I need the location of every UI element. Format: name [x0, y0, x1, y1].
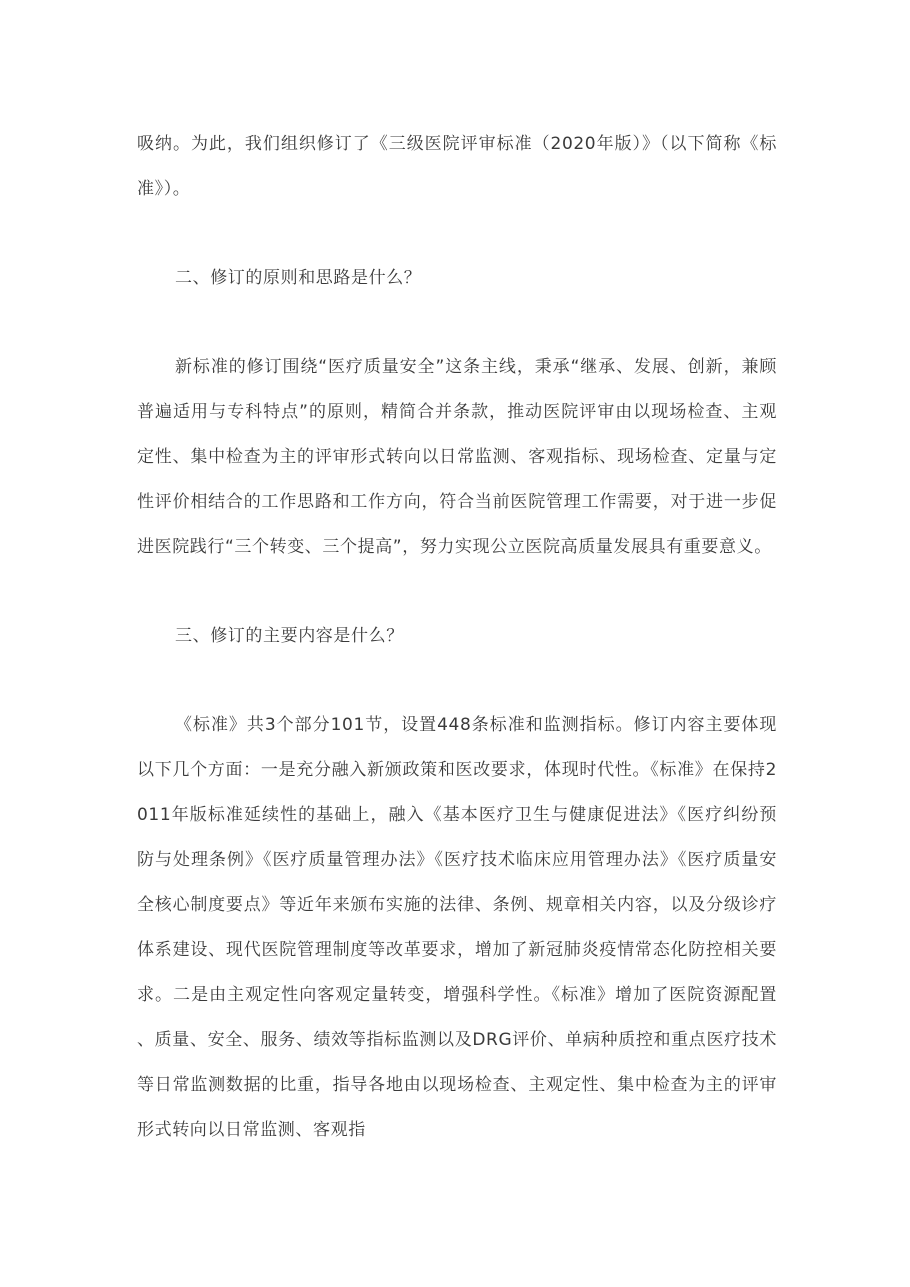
paragraph-gap — [137, 301, 777, 345]
paragraph-intro-continuation: 吸纳。为此，我们组织修订了《三级医院评审标准（2020年版）》（以下简称《标准》）。 — [137, 134, 777, 199]
paragraph-gap — [137, 659, 777, 703]
paragraph-gap — [137, 570, 777, 614]
paragraph-main-content: 《标准》共3个部分101节，设置448条标准和监测指标。修订内容主要体现以下几个方面：一是充分融入新颁政策和医改要求，体现时代性。《标准》在保持2011年版标准延续性的基础上，融入《基本医疗卫生与健康促进法》《医疗纠纷预防与处理条例》《医疗质量管理办法》《医疗技术临床应用管理办法》《医疗质量安全核心制度要点》等近年来颁布实施的法律、条例、规章相关内容，以及分级诊疗体系建设、现代医院管理制度等改革要求，增加了新冠肺炎疫情常态化防控相关要求。二是由主观定性向客观定量转变，增强科学性。《标准》增加了医院资源配置、质量、安全、服务、绩效等指标监测以及DRG评价、单病种质控和重点医疗技术等日常监测数据的比重，指导各地由以现场检查、主观定性、集中检查为主的评审形式转向以日常监测、客观指 — [137, 715, 777, 1140]
document-body — [137, 122, 777, 1153]
paragraph-principles: 新标准的修订围绕“医疗质量安全”这条主线，秉承“继承、发展、创新，兼顾普遍适用与专科特点”的原则，精简合并条款，推动医院评审由以现场检查、主观定性、集中检查为主的评审形式转向以日常监测、客观指标、现场检查、定量与定性评价相结合的工作思路和工作方向，符合当前医院管理工作需要，对于进一步促进医院践行“三个转变、三个提高”，努力实现公立医院高质量发展具有重要意义。 — [137, 357, 777, 557]
paragraph-gap — [137, 212, 777, 256]
section-heading-main-content: 三、修订的主要内容是什么？ — [175, 626, 404, 646]
section-heading-principles: 二、修订的原则和思路是什么？ — [175, 268, 422, 288]
